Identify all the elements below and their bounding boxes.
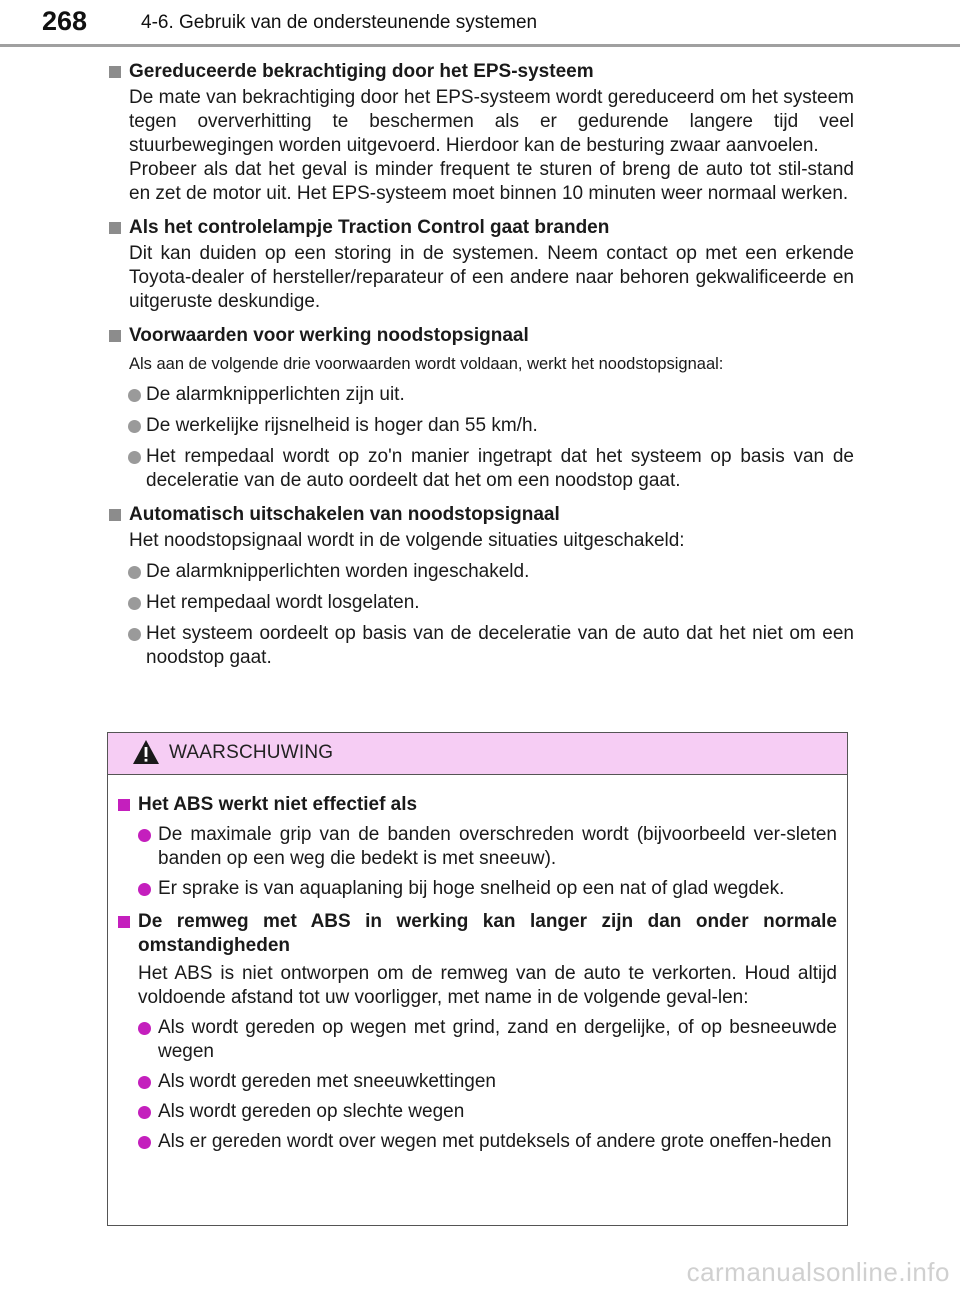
list-item <box>118 823 837 871</box>
list-item-text: Als wordt gereden met sneeuwkettingen <box>158 1071 496 1092</box>
warning-section-abs <box>118 793 837 901</box>
section-title-text: Voorwaarden voor werking noodstopsignaal <box>129 325 529 346</box>
circle-bullet-icon <box>138 1022 151 1035</box>
warning-header <box>108 733 847 775</box>
circle-bullet-icon <box>138 883 151 896</box>
warning-box <box>107 732 848 1226</box>
circle-bullet-icon <box>138 1076 151 1089</box>
list-item-text: Er sprake is van aquaplaning bij hoge snelheid op een nat of glad wegdek. <box>158 878 785 899</box>
intro-text: Als aan de volgende drie voorwaarden wordt voldaan, werkt het noodstopsignaal: <box>129 355 724 373</box>
list-item-text: De alarmknipperlichten zijn uit. <box>146 384 405 405</box>
chapter-title: 4-6. Gebruik van de ondersteunende systemen <box>141 12 538 33</box>
list-item <box>118 1130 837 1154</box>
section-title <box>108 324 854 348</box>
header-rule <box>0 44 960 47</box>
warning-section-title-text: Het ABS werkt niet effectief als <box>138 794 418 815</box>
circle-bullet-icon <box>128 597 141 610</box>
circle-bullet-icon <box>138 1106 151 1119</box>
square-bullet-icon <box>118 799 130 811</box>
circle-bullet-icon <box>128 451 141 464</box>
warning-body <box>108 775 847 1154</box>
square-bullet-icon <box>109 509 121 521</box>
paragraph: Probeer als dat het geval is minder frequent te sturen of breng de auto tot stil-stand en zet de motor uit. Het EPS-systeem moet binnen 10 minuten weer normaal werken. <box>129 159 854 204</box>
list-item <box>108 445 854 493</box>
section-title <box>108 503 854 527</box>
circle-bullet-icon <box>128 628 141 641</box>
section-title-text: Gereduceerde bekrachtiging door het EPS-systeem <box>129 61 594 82</box>
circle-bullet-icon <box>138 1136 151 1149</box>
list-item-text: De alarmknipperlichten worden ingeschakeld. <box>146 561 530 582</box>
warning-section-braking-distance <box>118 910 837 1154</box>
section-title <box>108 60 854 84</box>
intro-text: Het noodstopsignaal wordt in de volgende situaties uitgeschakeld: <box>129 530 685 551</box>
list-item <box>118 1070 837 1094</box>
section-eps <box>108 60 854 206</box>
circle-bullet-icon <box>128 566 141 579</box>
list-item-text: Het rempedaal wordt op zo'n manier ingetrapt dat het systeem op basis van de deceleratie van de auto oordeelt dat het om een noodstop gaat. <box>146 446 854 491</box>
main-content <box>108 60 854 680</box>
list-item-text: De werkelijke rijsnelheid is hoger dan 55 km/h. <box>146 415 538 436</box>
list-item <box>108 591 854 615</box>
watermark: carmanualsonline.info <box>686 1257 950 1287</box>
section-title-text: Als het controlelampje Traction Control gaat branden <box>129 217 610 238</box>
warning-section-title <box>118 793 837 817</box>
list-item-text: De maximale grip van de banden overschreden wordt (bijvoorbeeld ver-sleten banden op een weg die bedekt is met sneeuw). <box>158 824 837 869</box>
list-item <box>118 877 837 901</box>
square-bullet-icon <box>118 916 130 928</box>
section-title <box>108 216 854 240</box>
circle-bullet-icon <box>128 420 141 433</box>
warning-section-title <box>118 910 837 958</box>
list-item <box>118 1100 837 1124</box>
page-number: 268 <box>42 6 88 36</box>
square-bullet-icon <box>109 330 121 342</box>
list-item-text: Als wordt gereden op slechte wegen <box>158 1101 465 1122</box>
section-title-text: Automatisch uitschakelen van noodstopsignaal <box>129 504 560 525</box>
list-item-text: Het rempedaal wordt losgelaten. <box>146 592 420 613</box>
list-item <box>108 622 854 670</box>
list-item-text: Als wordt gereden op wegen met grind, zand en dergelijke, of op besneeuwde wegen <box>158 1017 837 1062</box>
warning-triangle-icon <box>132 739 160 765</box>
warning-section-title-text: De remweg met ABS in werking kan langer zijn dan onder normale omstandigheden <box>138 911 837 956</box>
section-emergency-signal-off <box>108 503 854 670</box>
intro-text: Het ABS is niet ontworpen om de remweg van de auto te verkorten. Houd altijd voldoende afstand tot uw voorligger, met name in de volgende geval-len: <box>138 963 837 1008</box>
list-item-text: Het systeem oordeelt op basis van de deceleratie van de auto dat het niet om een noodstop gaat. <box>146 623 854 668</box>
page-header <box>0 0 960 48</box>
circle-bullet-icon <box>128 389 141 402</box>
list-item <box>118 1016 837 1064</box>
list-item <box>108 383 854 407</box>
section-traction-control <box>108 216 854 314</box>
square-bullet-icon <box>109 222 121 234</box>
list-item-text: Als er gereden wordt over wegen met putdeksels of andere grote oneffen-heden <box>158 1131 832 1152</box>
square-bullet-icon <box>109 66 121 78</box>
paragraph: Dit kan duiden op een storing in de systemen. Neem contact op met een erkende Toyota-dealer of hersteller/reparateur of een andere naar behoren gekwalificeerde en uitgeruste deskundige. <box>129 243 854 312</box>
circle-bullet-icon <box>138 829 151 842</box>
list-item <box>108 414 854 438</box>
warning-title: WAARSCHUWING <box>169 742 334 763</box>
paragraph: De mate van bekrachtiging door het EPS-systeem wordt gereduceerd om het systeem tegen oververhitting te beschermen als er gedurende langere tijd veel stuurbewegingen worden uitgevoerd. Hierdoor kan de besturing zwaar aanvoelen. <box>129 87 854 156</box>
list-item <box>108 560 854 584</box>
section-emergency-signal-conditions <box>108 324 854 493</box>
